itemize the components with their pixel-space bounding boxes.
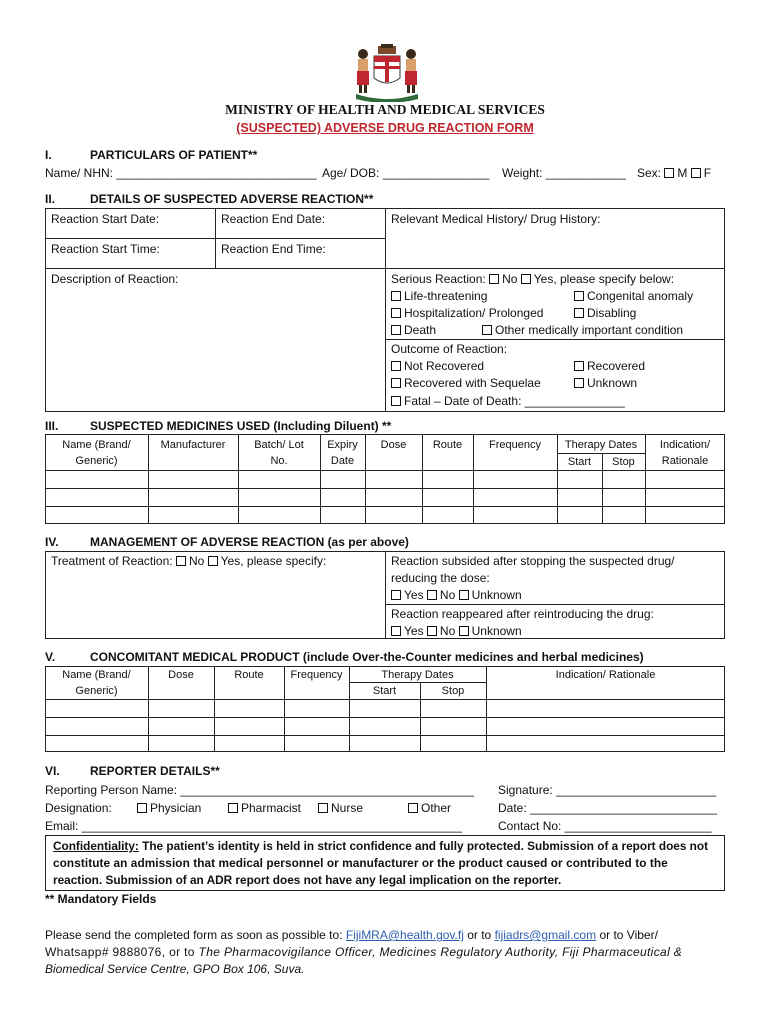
designation-label: Designation: (45, 801, 112, 815)
pharmacist-option (228, 800, 301, 816)
other-checkbox[interactable] (408, 803, 418, 813)
footer-whatsapp: Whatsapp# 9888076, or to (45, 945, 195, 959)
hospitalization-option (391, 305, 543, 321)
email-field[interactable]: Email: _________________________________________________________ (45, 819, 463, 833)
footer-send-text: Please send the completed form as soon as possible to: (45, 928, 343, 942)
congenital-anomaly-label: Congenital anomaly (587, 289, 694, 303)
reaction-end-time-field[interactable]: Reaction End Time: (221, 242, 326, 256)
col-name-header-line1: Name (Brand/ (62, 439, 131, 451)
designation-row (45, 800, 112, 816)
not-recovered-option (391, 358, 484, 374)
col-indication-header-line2: Rationale (661, 455, 709, 467)
pharmacist-label: Pharmacist (241, 801, 302, 815)
col-indication-header (645, 437, 725, 469)
section-1-number: I. (45, 148, 52, 162)
section-3-title: SUSPECTED MEDICINES USED (Including Diluent) ** (90, 419, 392, 433)
unknown-outcome-checkbox[interactable] (574, 378, 584, 388)
subsided-yes-label: Yes (404, 588, 424, 602)
col-batch-header (238, 437, 320, 469)
treatment-yes-checkbox[interactable] (208, 556, 218, 566)
physician-checkbox[interactable] (137, 803, 147, 813)
sex-female-checkbox[interactable] (691, 168, 701, 178)
reappeared-yes-checkbox[interactable] (391, 626, 401, 636)
age-dob-field[interactable] (322, 165, 489, 181)
treatment-yes-label: Yes, please specify: (220, 554, 327, 568)
sex-male-label: M (677, 166, 688, 180)
footer-or-to: or to (467, 928, 492, 942)
reappeared-options (391, 623, 522, 639)
weight-label: Weight: ____________ (502, 166, 626, 180)
concomitant-start-header: Start (372, 685, 397, 697)
not-recovered-checkbox[interactable] (391, 361, 401, 371)
concomitant-frequency-header: Frequency (290, 669, 343, 681)
mandatory-note: ** Mandatory Fields (45, 892, 157, 906)
death-option (391, 322, 436, 338)
not-recovered-label: Not Recovered (404, 359, 485, 373)
contact-field[interactable]: Contact No: ______________________ (498, 819, 712, 833)
section-5-title: CONCOMITANT MEDICAL PRODUCT (include Over-the-Counter medicines and herbal medicines) (90, 650, 644, 664)
other-condition-label: Other medically important condition (495, 323, 684, 337)
confidentiality-text-1: The patient’s identity is held in strict confidence and fully protected. Submission of a report does not (142, 839, 709, 853)
date-field[interactable]: Date: ____________________________ (498, 801, 717, 815)
congenital-anomaly-option (574, 288, 693, 304)
other-condition-option (482, 322, 683, 338)
concomitant-route-header: Route (234, 669, 264, 681)
serious-reaction-row (391, 271, 674, 287)
concomitant-name-header (45, 667, 148, 699)
sex-male-checkbox[interactable] (664, 168, 674, 178)
subsided-yes-checkbox[interactable] (391, 590, 401, 600)
section-3-number: III. (45, 419, 59, 433)
treatment-no-checkbox[interactable] (176, 556, 186, 566)
death-label: Death (404, 323, 437, 337)
subsided-no-label: No (439, 588, 456, 602)
footer-line-2 (45, 944, 682, 960)
reappeared-label: Reaction reappeared after reintroducing the drug: (391, 607, 654, 621)
treatment-label: Treatment of Reaction: (51, 554, 173, 568)
concomitant-therapy-header: Therapy Dates (381, 669, 454, 681)
form-title: (SUSPECTED) ADVERSE DRUG REACTION FORM (236, 121, 534, 135)
reporter-name-field[interactable]: Reporting Person Name: ____________________________________________ (45, 783, 475, 797)
col-name-header-line2: Generic) (75, 455, 118, 467)
outcome-label: Outcome of Reaction: (391, 342, 508, 356)
col-indication-header-line1: Indication/ (659, 439, 711, 451)
col-expiry-header-line2: Date (330, 455, 355, 467)
section-1-title: PARTICULARS OF PATIENT** (90, 148, 258, 162)
col-expiry-header-line1: Expiry (327, 439, 358, 451)
col-batch-header-line1: Batch/ Lot (254, 439, 304, 451)
reappeared-unknown-label: Unknown (471, 624, 522, 638)
patient-name-label: Name/ NHN: ______________________________ (45, 166, 317, 180)
pharmacist-checkbox[interactable] (228, 803, 238, 813)
footer-or-viber: or to Viber/ (599, 928, 658, 942)
fatal-option (391, 393, 625, 409)
serious-yes-checkbox[interactable] (521, 274, 531, 284)
section-6-title: REPORTER DETAILS** (90, 764, 220, 778)
subsided-unknown-checkbox[interactable] (459, 590, 469, 600)
subsided-no-checkbox[interactable] (427, 590, 437, 600)
col-frequency-header: Frequency (489, 439, 541, 451)
col-batch-header-line2: No. (270, 455, 288, 467)
life-threatening-checkbox[interactable] (391, 291, 401, 301)
col-manufacturer-header: Manufacturer (160, 439, 226, 451)
col-dose-header: Dose (380, 439, 407, 451)
life-threatening-label: Life-threatening (404, 289, 488, 303)
confidentiality-text-3: reaction. Submission of an ADR report does not have any legal implication on the reporter. (53, 873, 562, 887)
treatment-row (51, 553, 326, 569)
confidentiality-text-2: constitute an admission that medical personnel or manufacturer or the product caused or contributed to the (53, 856, 668, 870)
unknown-outcome-option (574, 375, 637, 391)
weight-field[interactable] (502, 165, 626, 181)
footer-line-1 (45, 927, 658, 943)
concomitant-name-header-line2: Generic) (75, 685, 118, 697)
reappeared-unknown-checkbox[interactable] (459, 626, 469, 636)
coat-of-arms-logo (348, 44, 426, 102)
subsided-label-line1: Reaction subsided after stopping the suspected drug/ (391, 554, 675, 568)
physician-option (137, 800, 201, 816)
serious-no-checkbox[interactable] (489, 274, 499, 284)
recovered-checkbox[interactable] (574, 361, 584, 371)
nurse-option (318, 800, 363, 816)
footer-line-3 (45, 961, 304, 977)
treatment-no-label: No (188, 554, 205, 568)
congenital-anomaly-checkbox[interactable] (574, 291, 584, 301)
ministry-heading: MINISTRY OF HEALTH AND MEDICAL SERVICES (225, 102, 545, 117)
fijimra-email-link[interactable]: FijiMRA@health.gov.fj (345, 928, 464, 942)
concomitant-dose-header: Dose (168, 669, 194, 681)
disabling-checkbox[interactable] (574, 308, 584, 318)
footer-officer: The Pharmacovigilance Officer, Medicines Regulatory Authority, Fiji Pharmaceutical & (198, 945, 683, 959)
concomitant-stop-header: Stop (441, 685, 465, 697)
subsided-label-line2: reducing the dose: (391, 571, 490, 585)
unknown-outcome-label: Unknown (587, 376, 638, 390)
other-label: Other (421, 801, 452, 815)
other-option (408, 800, 451, 816)
disabling-label: Disabling (587, 306, 637, 320)
recovered-label: Recovered (587, 359, 646, 373)
confidentiality-line-1 (53, 838, 708, 854)
serious-yes-label: Yes, please specify below: (533, 272, 675, 286)
fatal-label: Fatal – Date of Death: _______________ (404, 394, 625, 408)
footer-address: Biomedical Service Centre, GPO Box 106, Suva. (45, 962, 305, 976)
reaction-start-date-field[interactable]: Reaction Start Date: (51, 212, 160, 226)
sequelae-checkbox[interactable] (391, 378, 401, 388)
col-route-header: Route (432, 439, 463, 451)
subsided-unknown-label: Unknown (471, 588, 522, 602)
life-threatening-option (391, 288, 487, 304)
section-5-number: V. (45, 650, 56, 664)
sequelae-label: Recovered with Sequelae (404, 376, 541, 390)
reaction-start-time-field[interactable]: Reaction Start Time: (51, 242, 160, 256)
section-4-title: MANAGEMENT OF ADVERSE REACTION (as per above) (90, 535, 409, 549)
reappeared-yes-label: Yes (404, 624, 424, 638)
reaction-end-date-field[interactable]: Reaction End Date: (221, 212, 326, 226)
subsided-options (391, 587, 522, 603)
death-checkbox[interactable] (391, 325, 401, 335)
medical-history-field[interactable]: Relevant Medical History/ Drug History: (391, 212, 601, 226)
serious-reaction-label: Serious Reaction: (391, 272, 486, 286)
reaction-description-field[interactable]: Description of Reaction: (51, 272, 179, 286)
col-expiry-header (320, 437, 365, 469)
sex-female-label: F (703, 166, 712, 180)
col-name-header (45, 437, 148, 469)
section-6-number: VI. (45, 764, 60, 778)
disabling-option (574, 305, 636, 321)
nurse-label: Nurse (331, 801, 364, 815)
section-2-number: II. (45, 192, 56, 206)
other-condition-checkbox[interactable] (482, 325, 492, 335)
col-start-header: Start (567, 456, 592, 468)
section-4-number: IV. (45, 535, 59, 549)
sequelae-option (391, 375, 541, 391)
reappeared-no-label: No (439, 624, 456, 638)
signature-field[interactable]: Signature: ________________________ (498, 783, 717, 797)
col-therapy-header: Therapy Dates (564, 439, 638, 451)
hospitalization-checkbox[interactable] (391, 308, 401, 318)
reappeared-no-checkbox[interactable] (427, 626, 437, 636)
age-dob-label: Age/ DOB: ________________ (322, 166, 490, 180)
sex-field (637, 165, 711, 181)
sex-label: Sex: (637, 166, 662, 180)
concomitant-name-header-line1: Name (Brand/ (62, 669, 131, 681)
col-stop-header: Stop (612, 456, 635, 468)
recovered-option (574, 358, 645, 374)
section-2-title: DETAILS OF SUSPECTED ADVERSE REACTION** (90, 192, 374, 206)
fijiadrs-email-link[interactable]: fijiadrs@gmail.com (494, 928, 597, 942)
confidentiality-label: Confidentiality: (53, 839, 139, 853)
physician-label: Physician (150, 801, 202, 815)
concomitant-indication-header: Indication/ Rationale (555, 669, 656, 681)
nurse-checkbox[interactable] (318, 803, 328, 813)
serious-no-label: No (502, 272, 518, 286)
patient-name-field[interactable] (45, 165, 317, 181)
fatal-checkbox[interactable] (391, 396, 401, 406)
hospitalization-label: Hospitalization/ Prolonged (404, 306, 544, 320)
